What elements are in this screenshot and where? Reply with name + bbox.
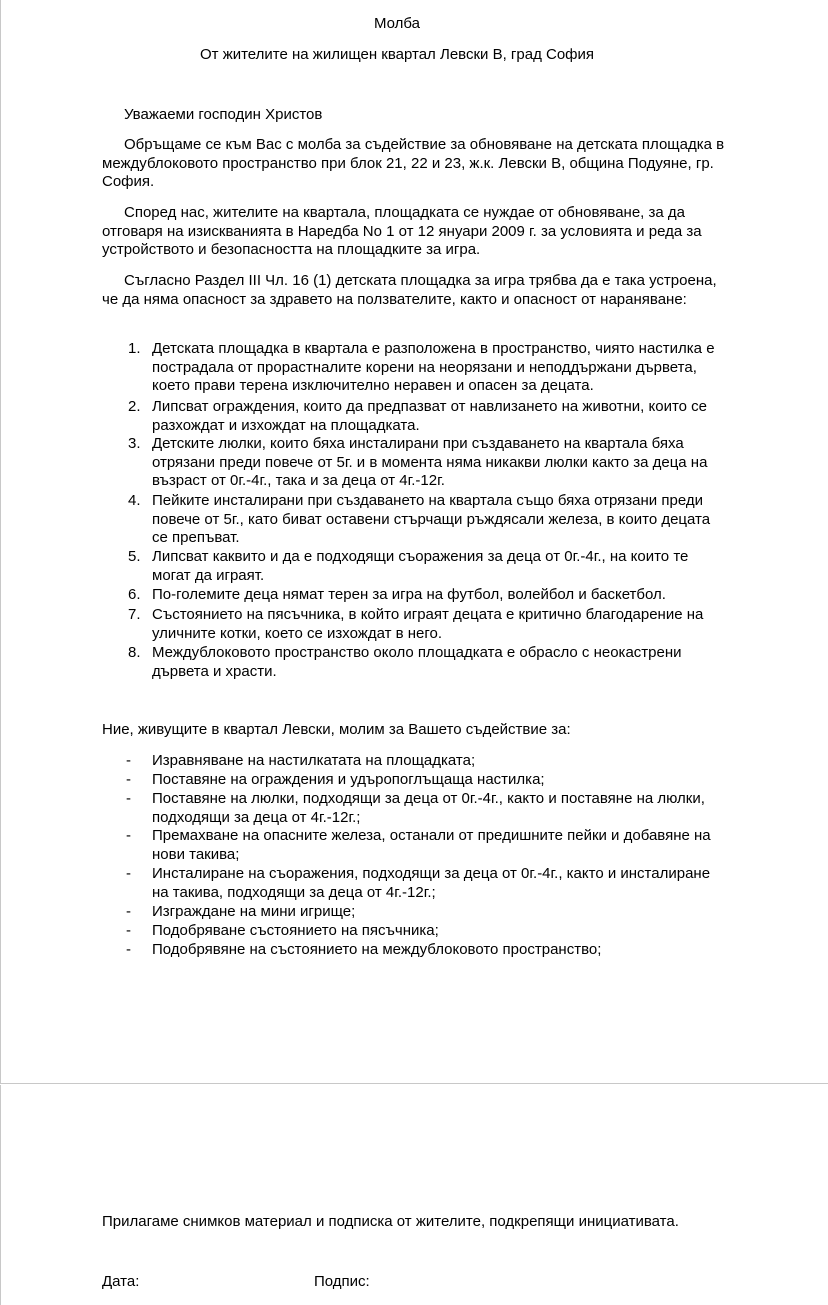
list-item-text: Детските люлки, които бяха инсталирани при създаването на квартала бяха отрязани преди повече от 5г. и в момента няма никакви люлки както за деца на възраст от 0г.-4г., така и за деца от 4г.-12г. — [152, 435, 708, 489]
list-item-text: Подобряване състоянието на пясъчника; — [152, 922, 439, 939]
list-item-number: 5. — [128, 548, 141, 565]
list-item-number: 4. — [128, 492, 141, 509]
list-item-number: 2. — [128, 398, 141, 415]
request-intro: Ние, живущите в квартал Левски, молим за Вашето съдействие за: — [102, 721, 571, 738]
list-item-text: Поставяне на ограждения и удъропоглъщаща настилка; — [152, 771, 545, 788]
signature-label: Подпис: — [314, 1273, 370, 1290]
document-subtitle: От жителите на жилищен квартал Левски В, град София — [199, 46, 595, 63]
list-item-number: 1. — [128, 340, 141, 357]
list-item-text: Междублоковото пространство около площадката е обрасло с неокастрени дървета и храсти. — [152, 644, 682, 680]
list-item-number: 8. — [128, 644, 141, 661]
paragraph-1: Обръщаме се към Вас с молба за съдействие за обновяване на детската площадка в междублоковото пространство при блок 21, 22 и 23, ж.к. Левски В, община Подуяне, гр. София. — [102, 136, 725, 190]
bullet-marker: - — [126, 865, 131, 882]
list-item-text: По-големите деца нямат терен за игра на футбол, волейбол и баскетбол. — [152, 586, 666, 603]
bullet-marker: - — [126, 903, 131, 920]
list-item-text: Липсват ограждения, които да предпазват от навлизането на животни, които се разхождат и изхождат на площадката. — [152, 398, 708, 434]
list-item-text: Пейките инсталирани при създаването на квартала също бяха отрязани преди повече от 5г., като биват оставени стърчащи ръждясали железа, в които децата се препъват. — [152, 492, 711, 546]
list-item-number: 6. — [128, 586, 141, 603]
bullet-marker: - — [126, 790, 131, 807]
list-item-number: 7. — [128, 606, 141, 623]
list-item-text: Инсталиране на съоражения, подходящи за деца от 0г.-4г., както и инсталиране на такива, подходящи за деца от 4г.-12г.; — [152, 865, 711, 901]
list-item-text: Изграждане на мини игрище; — [152, 903, 356, 920]
list-item-text: Поставяне на люлки, подходящи за деца от 0г.-4г., както и поставяне на люлки, подходящи за деца от 4г.-12г.; — [152, 790, 705, 826]
document-title: Молба — [373, 15, 421, 32]
bullet-marker: - — [126, 771, 131, 788]
list-item-text: Подобрявяне на състоянието на междублоковото пространство; — [152, 941, 602, 958]
bullet-marker: - — [126, 922, 131, 939]
salutation: Уважаеми господин Христов — [124, 106, 323, 123]
paragraph-2: Според нас, жителите на квартала, площадката се нуждае от обновяване, за да отговаря на изискванията в Наредба No 1 от 12 януари 2009 г. за условията и реда за устройството и безопасността на площадките за игра. — [102, 204, 702, 258]
list-item-text: Детската площадка в квартала е разположена в пространство, чиято настилка е пострадала от прорастналите корени на неорязани и неподдържани дървета, което прави терена изключително неравен и опасен за децата. — [152, 340, 715, 394]
list-item-text: Липсват каквито и да е подходящи съоражения за деца от 0г.-4г., на които те могат да играят. — [152, 548, 689, 584]
bullet-marker: - — [126, 827, 131, 844]
bullet-marker: - — [126, 752, 131, 769]
paragraph-3: Съгласно Раздел III Чл. 16 (1) детската площадка за игра трябва да е така устроена, че да няма опасност за здравето на ползвателите, както и опасност от нараняване: — [102, 272, 717, 308]
list-item-text: Изравняване на настилкатата на площадката; — [152, 752, 476, 769]
list-item-text: Премахване на опасните железа, останали от предишните пейки и добавяне на нови такива; — [152, 827, 711, 863]
bullet-marker: - — [126, 941, 131, 958]
date-label: Дата: — [102, 1273, 140, 1290]
list-item-text: Състоянието на пясъчника, в който играят децата е критично благодарение на уличните котки, което се изхождат в него. — [152, 606, 704, 642]
attachment-note: Прилагаме снимков материал и подписка от жителите, подкрепящи инициативата. — [102, 1213, 679, 1230]
list-item-number: 3. — [128, 435, 141, 452]
document-page-2 — [0, 1085, 828, 1305]
